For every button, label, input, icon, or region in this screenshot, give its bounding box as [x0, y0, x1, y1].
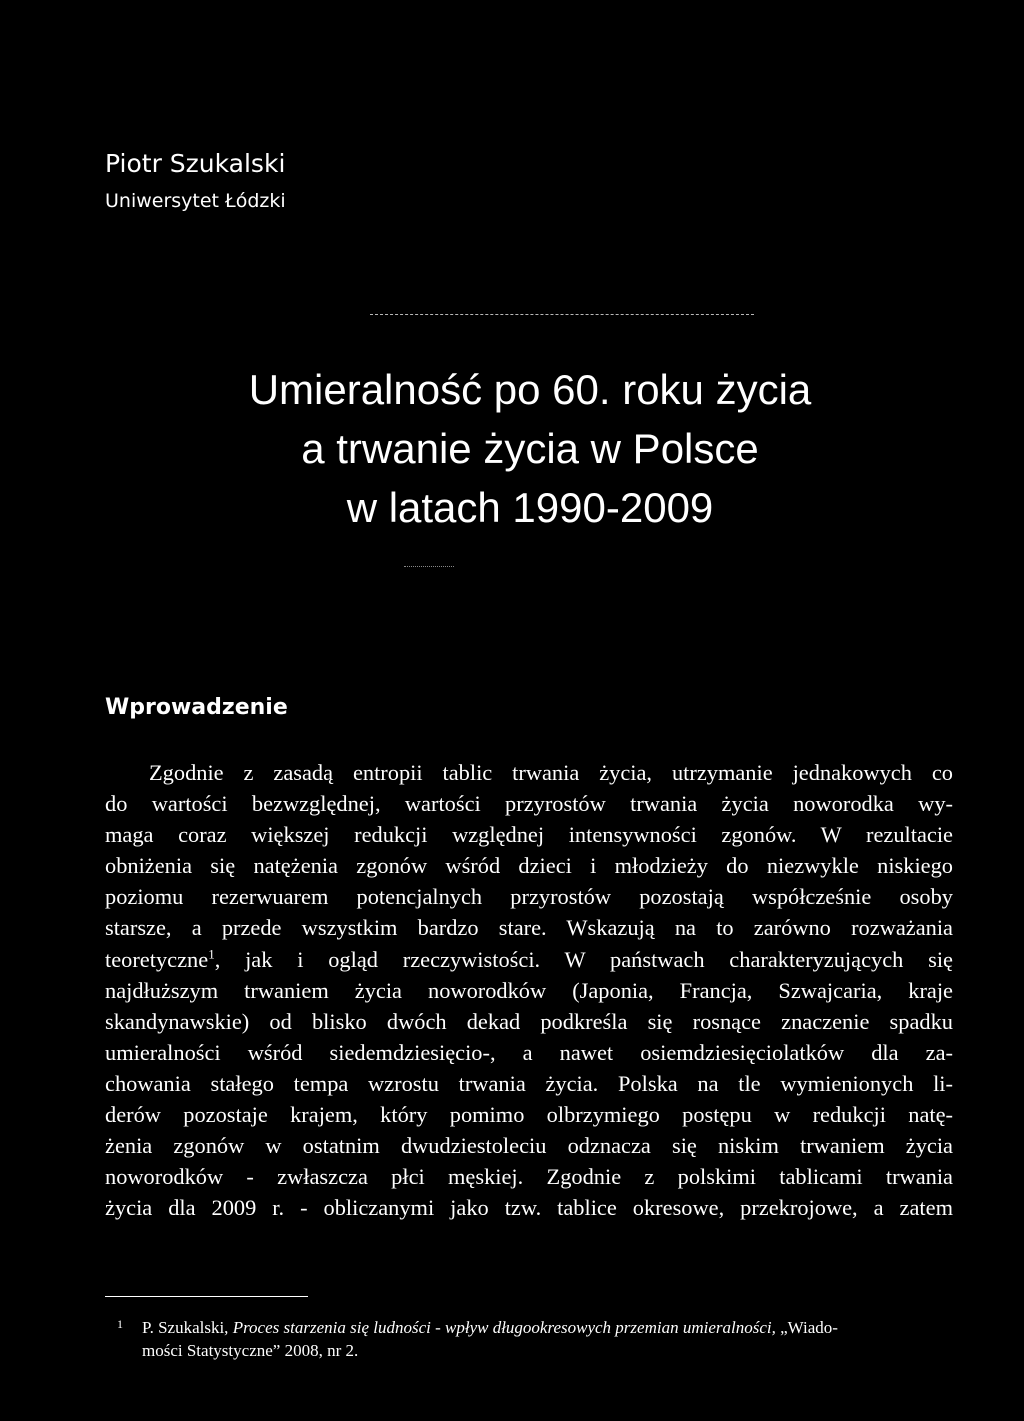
body-line-12: derów pozostaje krajem, który pomimo olbrzymiego postępu w redukcji natę-: [105, 1102, 953, 1128]
footnote-line-2: mości Statystyczne” 2008, nr 2.: [142, 1341, 359, 1360]
body-line-1: Zgodnie z zasadą entropii tablic trwania życia, utrzymanie jednakowych co: [149, 760, 953, 785]
body-line-7-start: teoretyczne: [105, 946, 209, 972]
body-line-9: skandynawskie) od blisko dwóch dekad podkreśla się rosnące znaczenie spadku: [105, 1008, 953, 1034]
body-line-13: żenia zgonów w ostatnim dwudziestoleciu odznacza się niskim trwaniem życia: [105, 1133, 953, 1159]
body-line-14: noworodków - zwłaszcza płci męskiej. Zgodnie z polskimi tablicami trwania: [105, 1164, 953, 1190]
body-line-10: umieralności wśród siedemdziesięcio-, a nawet osiemdziesięciolatków dla za-: [105, 1039, 953, 1065]
footnote-separator: [105, 1296, 308, 1297]
footnote-reference[interactable]: 1: [208, 946, 215, 962]
body-line-3: maga coraz większej redukcji względnej intensywności zgonów. W rezultacie: [105, 822, 953, 848]
body-line-7-end: , jak i ogląd rzeczywistości. W państwach charakteryzujących się: [214, 946, 953, 972]
body-line-4: obniżenia się natężenia zgonów wśród dzieci i młodzieży do niezwykle niskiego: [105, 853, 953, 879]
body-line-8: najdłuższym trwaniem życia noworodków (Japonia, Francja, Szwajcaria, kraje: [105, 977, 953, 1003]
body-line-2: do wartości bezwzględnej, wartości przyrostów trwania życia noworodka wy-: [105, 791, 953, 817]
article-title: [190, 360, 870, 537]
body-line-7: [105, 944, 953, 975]
footnote-line-1: [105, 1316, 953, 1339]
footnote-journal-start: „Wiado-: [775, 1318, 838, 1337]
author-name: Piotr Szukalski: [105, 149, 286, 178]
title-bottom-rule: [404, 566, 454, 567]
title-line-1: Umieralność po 60. roku życia: [248, 366, 812, 413]
section-heading: Wprowadzenie: [105, 695, 288, 720]
body-line-11: chowania stałego tempa wzrostu trwania życia. Polska na tle wymienionych li-: [105, 1070, 953, 1096]
body-line-6: starsze, a przede wszystkim bardzo stare. Wskazują na to zarówno rozważania: [105, 915, 953, 941]
footnote-work-title: Proces starzenia się ludności - wpływ długookresowych przemian umieralności,: [232, 1318, 776, 1337]
author-affiliation: Uniwersytet Łódzki: [105, 190, 286, 212]
title-top-rule: [370, 314, 754, 315]
title-line-2: a trwanie życia w Polsce: [301, 425, 759, 472]
title-line-3: w latach 1990-2009: [346, 484, 714, 531]
body-line-15: życia dla 2009 r. - obliczanymi jako tzw. tablice okresowe, przekrojowe, a zatem: [105, 1195, 953, 1221]
footnote: [105, 1316, 953, 1362]
footnote-author: P. Szukalski,: [142, 1318, 233, 1337]
body-line-5: poziomu rezerwuarem potencjalnych przyrostów pozostają współcześnie osoby: [105, 884, 953, 910]
body-paragraph: [105, 757, 953, 1223]
footnote-number: 1: [117, 1317, 123, 1331]
